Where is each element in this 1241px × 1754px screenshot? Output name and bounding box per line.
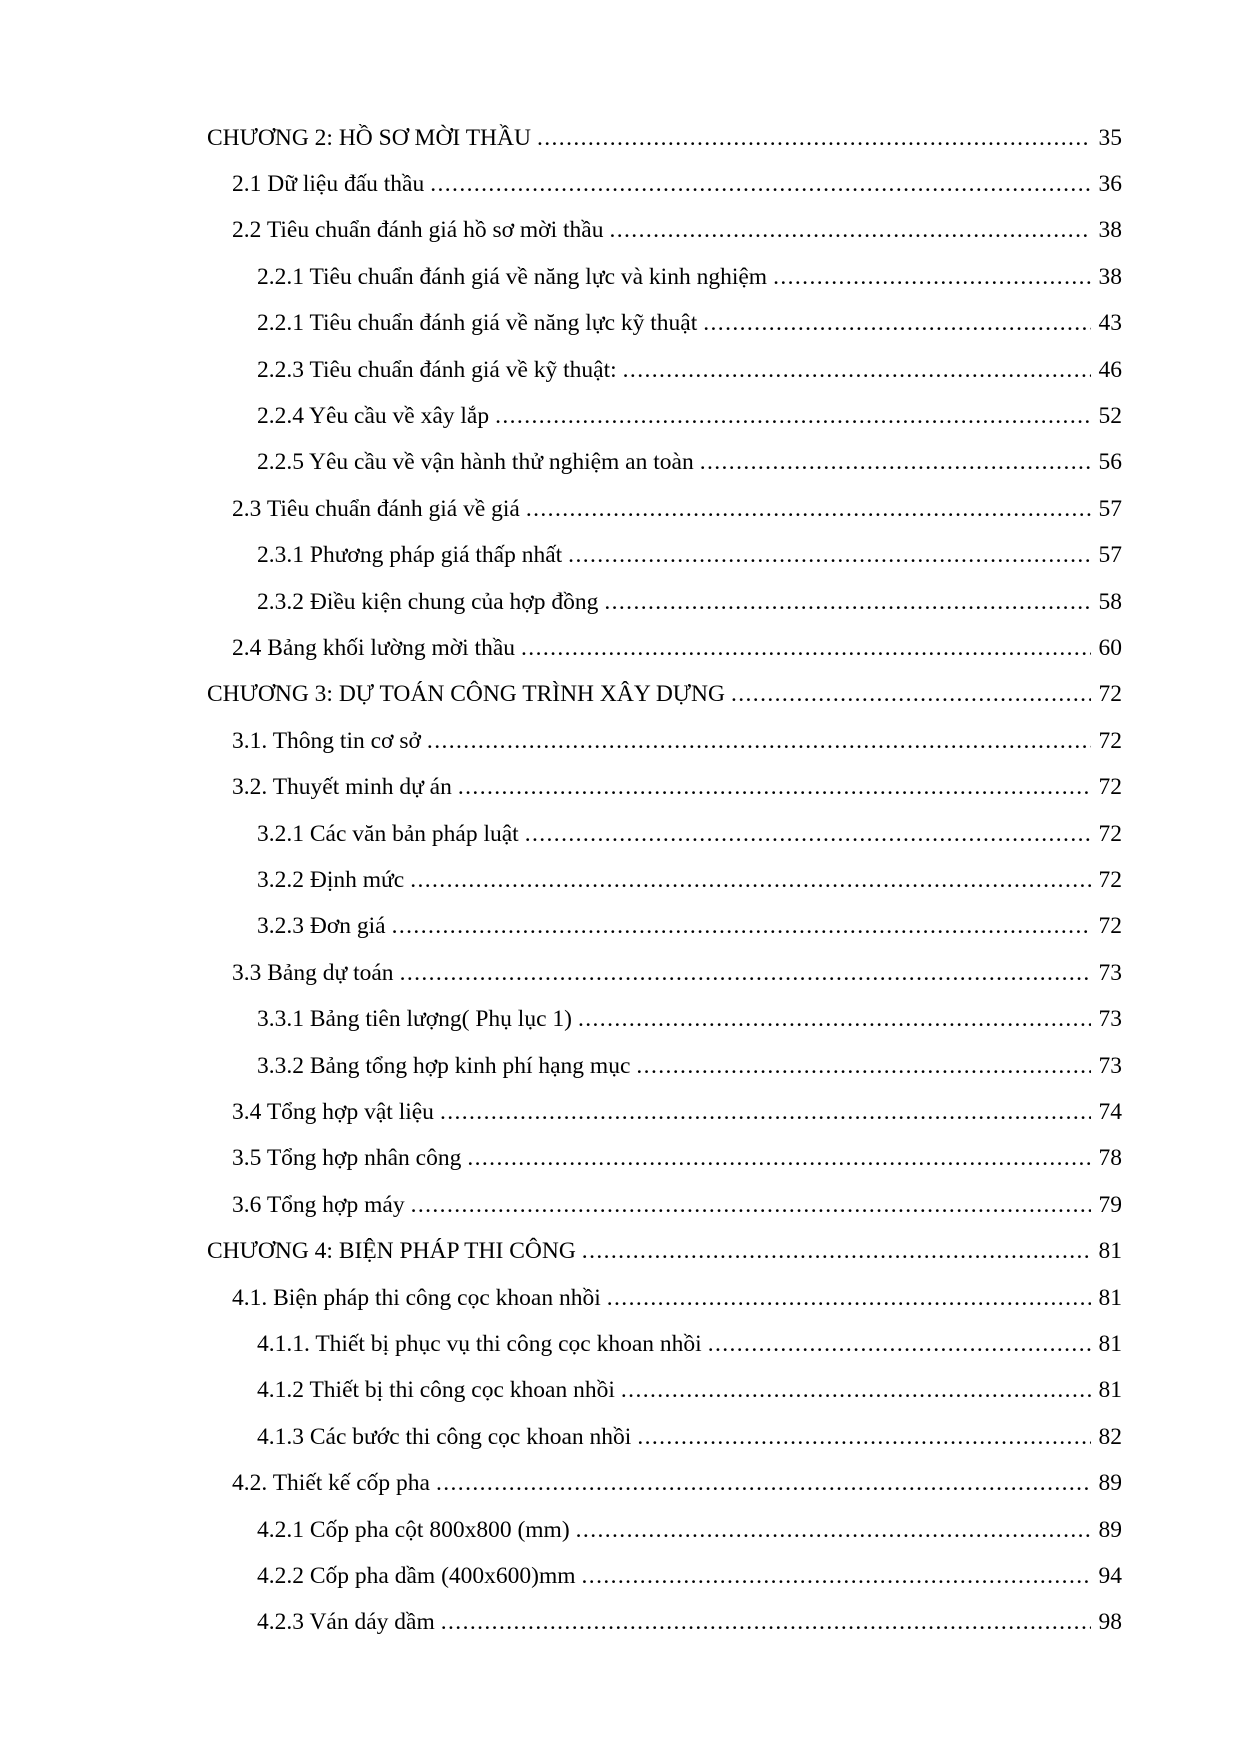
toc-dot-leader <box>436 1472 1091 1496</box>
toc-entry-title: 4.2.2 Cốp pha dầm (400x600)mm <box>257 1562 576 1589</box>
toc-entry[interactable] <box>232 203 1122 243</box>
toc-dot-leader <box>568 544 1091 568</box>
toc-entry[interactable] <box>257 435 1122 475</box>
toc-dot-leader <box>467 1147 1091 1171</box>
toc-entry[interactable] <box>232 760 1122 800</box>
toc-entry[interactable] <box>207 110 1122 150</box>
toc-entry-title: 2.4 Bảng khối lường mời thầu <box>232 634 516 661</box>
toc-dot-leader <box>582 1565 1091 1589</box>
toc-entry[interactable] <box>257 296 1122 336</box>
toc-entry[interactable] <box>232 1084 1122 1124</box>
toc-entry[interactable] <box>257 1548 1122 1588</box>
toc-dot-leader <box>427 730 1091 754</box>
toc-entry-title: 3.3.1 Bảng tiên lượng( Phụ lục 1) <box>257 1006 572 1033</box>
toc-dot-leader <box>621 1379 1091 1403</box>
toc-page-number: 73 <box>1098 1052 1122 1079</box>
toc-entry[interactable] <box>257 1038 1122 1078</box>
toc-page-number: 73 <box>1098 1006 1122 1033</box>
toc-entry-title: CHƯƠNG 2: HỒ SƠ MỜI THẦU <box>207 124 531 151</box>
toc-dot-leader <box>607 1287 1091 1311</box>
toc-entry[interactable] <box>232 713 1122 753</box>
toc-entry[interactable] <box>232 620 1122 660</box>
toc-entry[interactable] <box>232 1270 1122 1310</box>
toc-entry[interactable] <box>207 667 1122 707</box>
toc-entry[interactable] <box>257 852 1122 892</box>
toc-page-number: 43 <box>1098 310 1122 337</box>
toc-dot-leader <box>636 1055 1091 1079</box>
toc-entry-title: 2.2.1 Tiêu chuẩn đánh giá về năng lực và kinh nghiệm <box>257 263 768 290</box>
toc-entry-title: 2.3 Tiêu chuẩn đánh giá về giá <box>232 495 520 522</box>
toc-page-number: 79 <box>1098 1191 1122 1218</box>
toc-page-number: 72 <box>1098 820 1122 847</box>
toc-dot-leader <box>441 1611 1091 1635</box>
toc-entry-title: 3.5 Tổng hợp nhân công <box>232 1145 462 1172</box>
toc-entry-title: 3.2. Thuyết minh dự án <box>232 774 452 801</box>
toc-entry[interactable] <box>257 249 1122 289</box>
toc-page-number: 57 <box>1098 542 1122 569</box>
toc-entry-title: 4.2.1 Cốp pha cột 800x800 (mm) <box>257 1516 570 1543</box>
toc-dot-leader <box>440 1101 1091 1125</box>
toc-dot-leader <box>495 405 1091 429</box>
toc-entry-title: 2.3.1 Phương pháp giá thấp nhất <box>257 542 563 569</box>
toc-entry-title: 2.2.1 Tiêu chuẩn đánh giá về năng lực kỹ thuật <box>257 310 698 337</box>
toc-dot-leader <box>703 312 1091 336</box>
toc-page-number: 36 <box>1098 170 1122 197</box>
toc-page-number: 78 <box>1098 1145 1122 1172</box>
toc-entry-title: 4.2.3 Ván dáy dầm <box>257 1609 435 1636</box>
toc-dot-leader <box>700 451 1091 475</box>
toc-entry[interactable] <box>257 342 1122 382</box>
toc-page-number: 46 <box>1098 356 1122 383</box>
toc-entry-title: 3.4 Tổng hợp vật liệu <box>232 1098 434 1125</box>
toc-entry[interactable] <box>232 1131 1122 1171</box>
toc-dot-leader <box>410 869 1091 893</box>
toc-entry[interactable] <box>232 1456 1122 1496</box>
toc-entry[interactable] <box>257 574 1122 614</box>
toc-page-number: 98 <box>1098 1609 1122 1636</box>
toc-entry-title: 2.1 Dữ liệu đấu thầu <box>232 170 425 197</box>
toc-dot-leader <box>578 1008 1091 1032</box>
toc-entry-title: 3.2.2 Định mức <box>257 866 405 893</box>
toc-entry-title: 2.2 Tiêu chuẩn đánh giá hồ sơ mời thầu <box>232 217 604 244</box>
toc-entry[interactable] <box>257 388 1122 428</box>
toc-dot-leader <box>400 962 1091 986</box>
toc-page-number: 73 <box>1098 959 1122 986</box>
toc-entry[interactable] <box>257 992 1122 1032</box>
toc-page-number: 72 <box>1098 913 1122 940</box>
toc-page-number: 72 <box>1098 681 1122 708</box>
toc-entry[interactable] <box>257 899 1122 939</box>
toc-dot-leader <box>609 219 1091 243</box>
toc-entry[interactable] <box>257 1595 1122 1635</box>
toc-entry[interactable] <box>257 1502 1122 1542</box>
toc-entry[interactable] <box>257 806 1122 846</box>
toc-entry[interactable] <box>232 156 1122 196</box>
toc-page-number: 72 <box>1098 774 1122 801</box>
toc-page-number: 89 <box>1098 1516 1122 1543</box>
toc-dot-leader <box>526 498 1091 522</box>
toc-page-number: 81 <box>1098 1377 1122 1404</box>
toc-page-number: 35 <box>1098 124 1122 151</box>
toc-entry-title: 4.1.1. Thiết bị phục vụ thi công cọc khoan nhồi <box>257 1330 702 1357</box>
toc-entry-title: CHƯƠNG 3: DỰ TOÁN CÔNG TRÌNH XÂY DỰNG <box>207 681 725 708</box>
toc-page-number: 38 <box>1098 263 1122 290</box>
toc-entry-title: 3.2.1 Các văn bản pháp luật <box>257 820 519 847</box>
toc-entry-title: 3.2.3 Đơn giá <box>257 913 386 940</box>
toc-entry[interactable] <box>232 481 1122 521</box>
toc-entry[interactable] <box>207 1224 1122 1264</box>
toc-dot-leader <box>731 683 1091 707</box>
toc-entry-title: CHƯƠNG 4: BIỆN PHÁP THI CÔNG <box>207 1238 576 1265</box>
toc-page-number: 72 <box>1098 727 1122 754</box>
toc-page-number: 74 <box>1098 1098 1122 1125</box>
toc-entry[interactable] <box>232 945 1122 985</box>
toc-dot-leader <box>411 1194 1091 1218</box>
toc-page-number: 57 <box>1098 495 1122 522</box>
toc-dot-leader <box>604 591 1091 615</box>
toc-dot-leader <box>537 127 1091 151</box>
toc-entry-title: 3.6 Tổng hợp máy <box>232 1191 405 1218</box>
toc-entry-title: 2.2.5 Yêu cầu về vận hành thử nghiệm an toàn <box>257 449 694 476</box>
toc-page-number: 60 <box>1098 634 1122 661</box>
toc-entry-title: 2.3.2 Điều kiện chung của hợp đồng <box>257 588 599 615</box>
toc-dot-leader <box>521 637 1091 661</box>
toc-dot-leader <box>708 1333 1091 1357</box>
toc-entry-title: 2.2.3 Tiêu chuẩn đánh giá về kỹ thuật: <box>257 356 617 383</box>
toc-page-number: 81 <box>1098 1238 1122 1265</box>
toc-dot-leader <box>430 173 1091 197</box>
toc-dot-leader <box>773 266 1091 290</box>
toc-page-number: 58 <box>1098 588 1122 615</box>
toc-page-number: 94 <box>1098 1562 1122 1589</box>
toc-entry[interactable] <box>257 1409 1122 1449</box>
toc-entry-title: 4.1.3 Các bước thi công cọc khoan nhồi <box>257 1423 632 1450</box>
toc-entry[interactable] <box>232 1177 1122 1217</box>
toc-page-number: 56 <box>1098 449 1122 476</box>
toc-entry[interactable] <box>257 1316 1122 1356</box>
toc-dot-leader <box>525 823 1091 847</box>
toc-entry-title: 3.3.2 Bảng tổng hợp kinh phí hạng mục <box>257 1052 631 1079</box>
toc-dot-leader <box>582 1240 1091 1264</box>
toc-dot-leader <box>458 776 1091 800</box>
toc-dot-leader <box>637 1426 1091 1450</box>
toc-dot-leader <box>392 915 1091 939</box>
toc-entry[interactable] <box>257 528 1122 568</box>
toc-page-number: 38 <box>1098 217 1122 244</box>
toc-page-number: 82 <box>1098 1423 1122 1450</box>
toc-entry-title: 2.2.4 Yêu cầu về xây lắp <box>257 402 490 429</box>
toc-page-number: 81 <box>1098 1330 1122 1357</box>
toc-entry-title: 4.1.2 Thiết bị thi công cọc khoan nhồi <box>257 1377 615 1404</box>
toc-entry-title: 4.2. Thiết kế cốp pha <box>232 1470 430 1497</box>
toc-page-number: 72 <box>1098 866 1122 893</box>
toc-entry[interactable] <box>257 1363 1122 1403</box>
toc-page-number: 89 <box>1098 1470 1122 1497</box>
toc-page-number: 81 <box>1098 1284 1122 1311</box>
toc-dot-leader <box>576 1519 1091 1543</box>
toc-entry-title: 4.1. Biện pháp thi công cọc khoan nhồi <box>232 1284 601 1311</box>
toc-entry-title: 3.1. Thông tin cơ sở <box>232 727 421 754</box>
toc-page-number: 52 <box>1098 402 1122 429</box>
toc-dot-leader <box>623 359 1091 383</box>
toc-entry-title: 3.3 Bảng dự toán <box>232 959 394 986</box>
